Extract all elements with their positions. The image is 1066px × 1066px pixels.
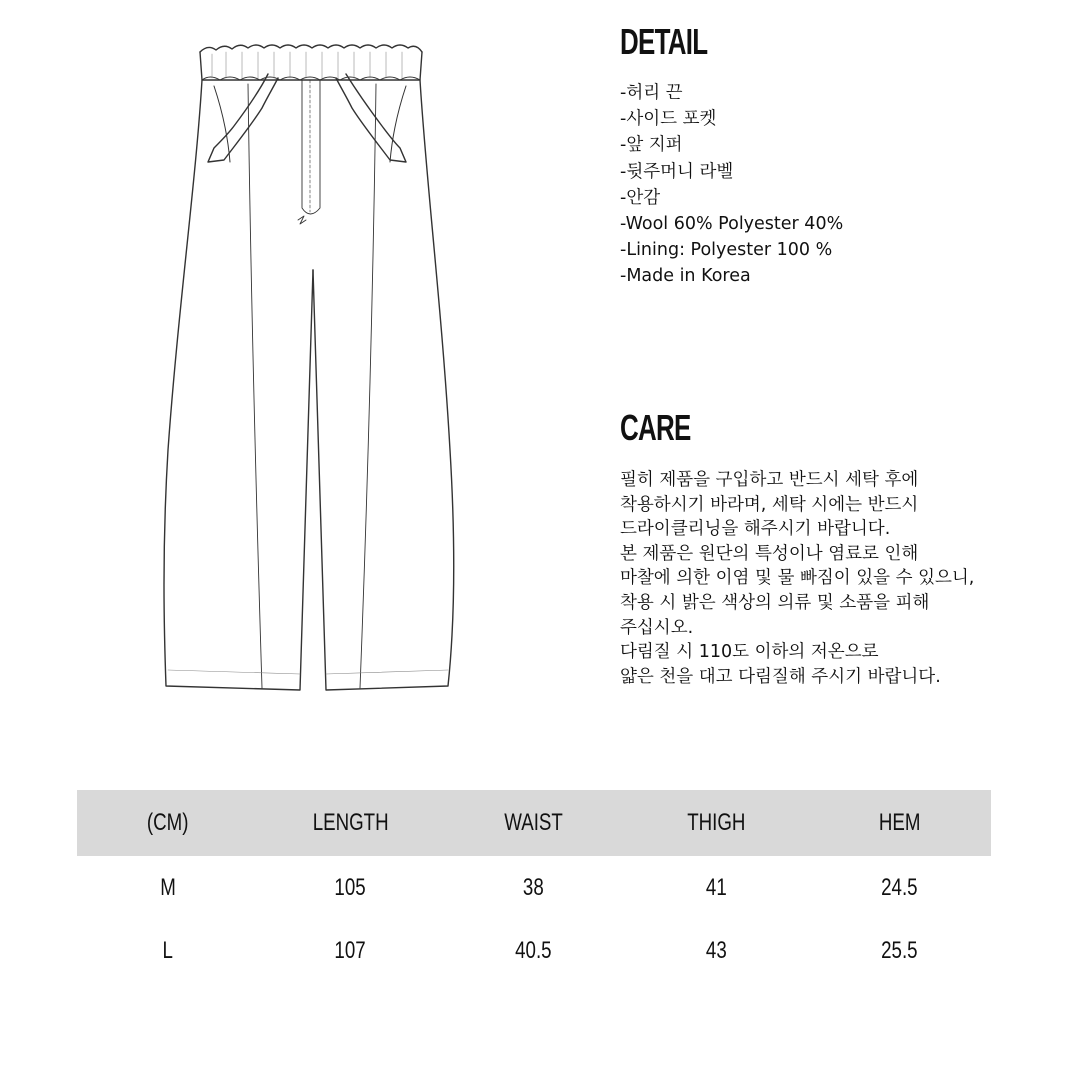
detail-item: -허리 끈	[620, 83, 683, 103]
care-heading: CARE	[620, 407, 691, 448]
care-line: 드라이클리닝을 해주시기 바랍니다.	[620, 519, 891, 540]
detail-item: -뒷주머니 라벨	[620, 161, 734, 182]
detail-item: -안감	[620, 187, 661, 208]
header-length: LENGTH	[312, 809, 389, 836]
table-row	[77, 856, 991, 920]
detail-item: -Wool 60% Polyester 40%	[620, 214, 844, 235]
detail-item: -Lining: Polyester 100 %	[620, 240, 833, 261]
table-row	[77, 920, 991, 982]
length-value: 105	[334, 874, 367, 901]
care-line: 마찰에 의한 이염 및 물 빠짐이 있을 수 있으니,	[620, 568, 975, 589]
detail-item: -Made in Korea	[620, 266, 751, 287]
hem-value: 25.5	[881, 937, 918, 964]
header-thigh: THIGH	[687, 809, 746, 836]
detail-heading: DETAIL	[620, 21, 708, 62]
care-line: 착용 시 밝은 색상의 의류 및 소품을 피해	[620, 592, 930, 613]
care-line: 얇은 천을 대고 다림질해 주시기 바랍니다.	[620, 666, 941, 687]
care-line: 주십시오.	[620, 617, 694, 638]
care-line: 필히 제품을 구입하고 반드시 세탁 후에	[620, 470, 919, 490]
care-line: 본 제품은 원단의 특성이나 염료로 인해	[620, 543, 919, 564]
hem-value: 24.5	[881, 874, 918, 901]
size-label: L	[162, 937, 174, 964]
header-waist: WAIST	[504, 809, 563, 836]
size-table	[77, 790, 991, 982]
waist-value: 38	[523, 874, 544, 901]
detail-item: -앞 지퍼	[620, 135, 683, 156]
waist-value: 40.5	[515, 937, 552, 964]
thigh-value: 43	[706, 937, 727, 964]
header-hem: HEM	[878, 809, 921, 836]
length-value: 107	[334, 937, 367, 964]
thigh-value: 41	[706, 874, 727, 901]
size-table-header-row	[77, 790, 991, 856]
care-text	[620, 468, 974, 689]
size-label: M	[160, 874, 176, 901]
pants-technical-illustration	[150, 30, 470, 700]
detail-list	[620, 80, 843, 290]
care-line: 다림질 시 110도 이하의 저온으로	[620, 642, 879, 663]
detail-item: -사이드 포켓	[620, 109, 717, 130]
header-unit: (CM)	[147, 809, 189, 836]
care-line: 착용하시기 바라며, 세탁 시에는 반드시	[620, 494, 919, 515]
